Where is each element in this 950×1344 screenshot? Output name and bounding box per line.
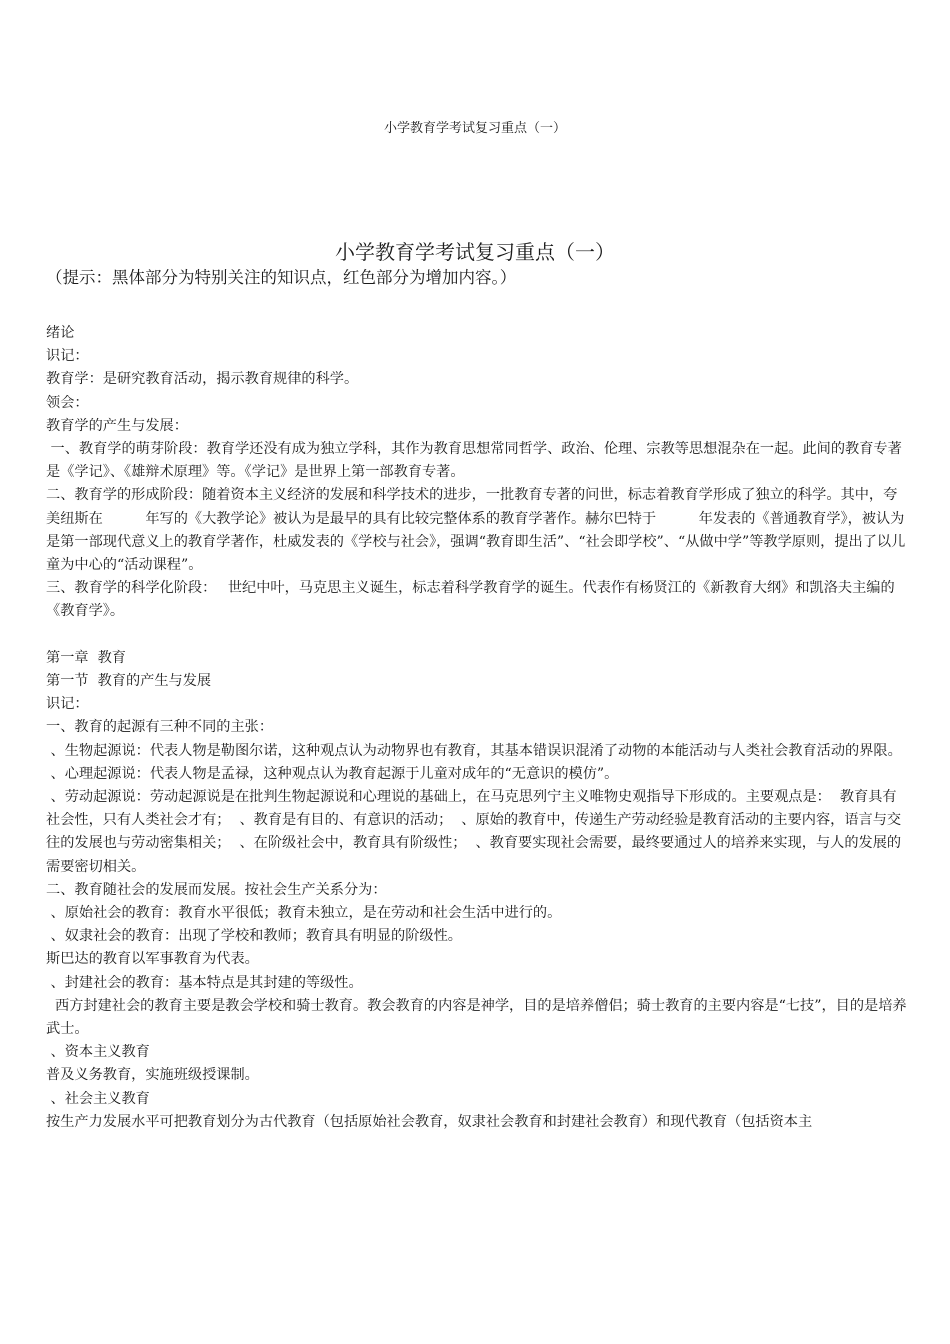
paragraph: 、封建社会的教育：基本特点是其封建的等级性。 bbox=[46, 974, 363, 991]
document-body bbox=[46, 322, 908, 1134]
paragraph: 一、教育的起源有三种不同的主张： bbox=[46, 719, 274, 736]
paragraph: 第一节 教育的产生与发展 bbox=[46, 673, 212, 690]
paragraph: 三、教育学的科学化阶段： 世纪中叶，马克思主义诞生，标志着科学教育学的诞生。代表作有杨贤江的《新教育大纲》和凯洛夫主编的《教育学》。 bbox=[46, 580, 895, 620]
paragraph: 、资本主义教育 bbox=[46, 1044, 150, 1061]
paragraph: 识记： bbox=[46, 348, 89, 365]
paragraph: 、劳动起源说：劳动起源说是在批判生物起源说和心理说的基础上，在马克思列宁主义唯物史观指导下形成的。主要观点是： 教育具有社会性，只有人类社会才有； 、教育是有目的、有意识的活动； 、原始的教育中，传递生产劳动经验是教育活动的主要内容，语言与交往的发展也与劳动密集相关； 、在阶级社会中，教育具有阶级性； 、教育要实现社会需要，最终要通过人的培养来实现，与人的发展的需要密切相关。 bbox=[46, 789, 902, 875]
paragraph: 按生产力发展水平可把教育划分为古代教育（包括原始社会教育，奴隶社会教育和封建社会教育）和现代教育（包括资本主 bbox=[46, 1113, 813, 1130]
paragraph: 普及义务教育，实施班级授课制。 bbox=[46, 1067, 259, 1084]
paragraph: 、心理起源说：代表人物是孟禄，这种观点认为教育起源于儿童对成年的“无意识的模仿”。 bbox=[46, 765, 619, 782]
paragraph: 领会： bbox=[46, 394, 89, 411]
page-header-title: 小学教育学考试复习重点（一） bbox=[383, 121, 566, 136]
paragraph: 斯巴达的教育以军事教育为代表。 bbox=[46, 951, 259, 968]
paragraph: 教育学：是研究教育活动，揭示教育规律的科学。 bbox=[46, 371, 359, 388]
document-subtitle: （提示：黑体部分为特别关注的知识点，红色部分为增加内容。） bbox=[46, 268, 517, 287]
paragraph: 一、教育学的萌芽阶段：教育学还没有成为独立学科，其作为教育思想常同哲学、政治、伦理、宗教等思想混杂在一起。此间的教育专著是《学记》、《雄辩术原理》等。《学记》是世界上第一部教育专著。 bbox=[46, 441, 902, 481]
paragraph: 第一章 教育 bbox=[46, 649, 126, 666]
paragraph: 、生物起源说：代表人物是勒图尔诺，这种观点认为动物界也有教育，其基本错误识混淆了动物的本能活动与人类社会教育活动的界限。 bbox=[46, 742, 902, 759]
paragraph: 识记： bbox=[46, 696, 89, 713]
paragraph: 教育学的产生与发展： bbox=[46, 417, 188, 434]
paragraph: 、奴隶社会的教育：出现了学校和教师；教育具有明显的阶级性。 bbox=[46, 928, 462, 945]
paragraph: 、原始社会的教育：教育水平很低；教育未独立，是在劳动和社会生活中进行的。 bbox=[46, 905, 562, 922]
paragraph: 西方封建社会的教育主要是教会学校和骑士教育。教会教育的内容是神学，目的是培养僧侣；骑士教育的主要内容是“七技”，目的是培养武士。 bbox=[46, 997, 907, 1038]
document-title: 小学教育学考试复习重点（一） bbox=[335, 240, 615, 264]
paragraph: 、社会主义教育 bbox=[46, 1090, 150, 1107]
paragraph: 二、教育随社会的发展而发展。按社会生产关系分为： bbox=[46, 881, 387, 898]
paragraph: 绪论 bbox=[46, 325, 75, 341]
blank-line bbox=[46, 624, 908, 647]
paragraph: 二、教育学的形成阶段：随着资本主义经济的发展和科学技术的进步，一批教育专著的问世，标志着教育学形成了独立的科学。其中，夸美纽斯在 年写的《大教学论》被认为是最早的具有比较完整体系的教育学著作。赫尔巴特于 年发表的《普通教育学》，被认为是第一部现代意义上的教育学著作，杜威发表的《学校与社会》，强调“教育即生活”、“社会即学校”、“从做中学”等教学原则，提出了以儿童为中心的“活动课程”。 bbox=[46, 487, 906, 574]
